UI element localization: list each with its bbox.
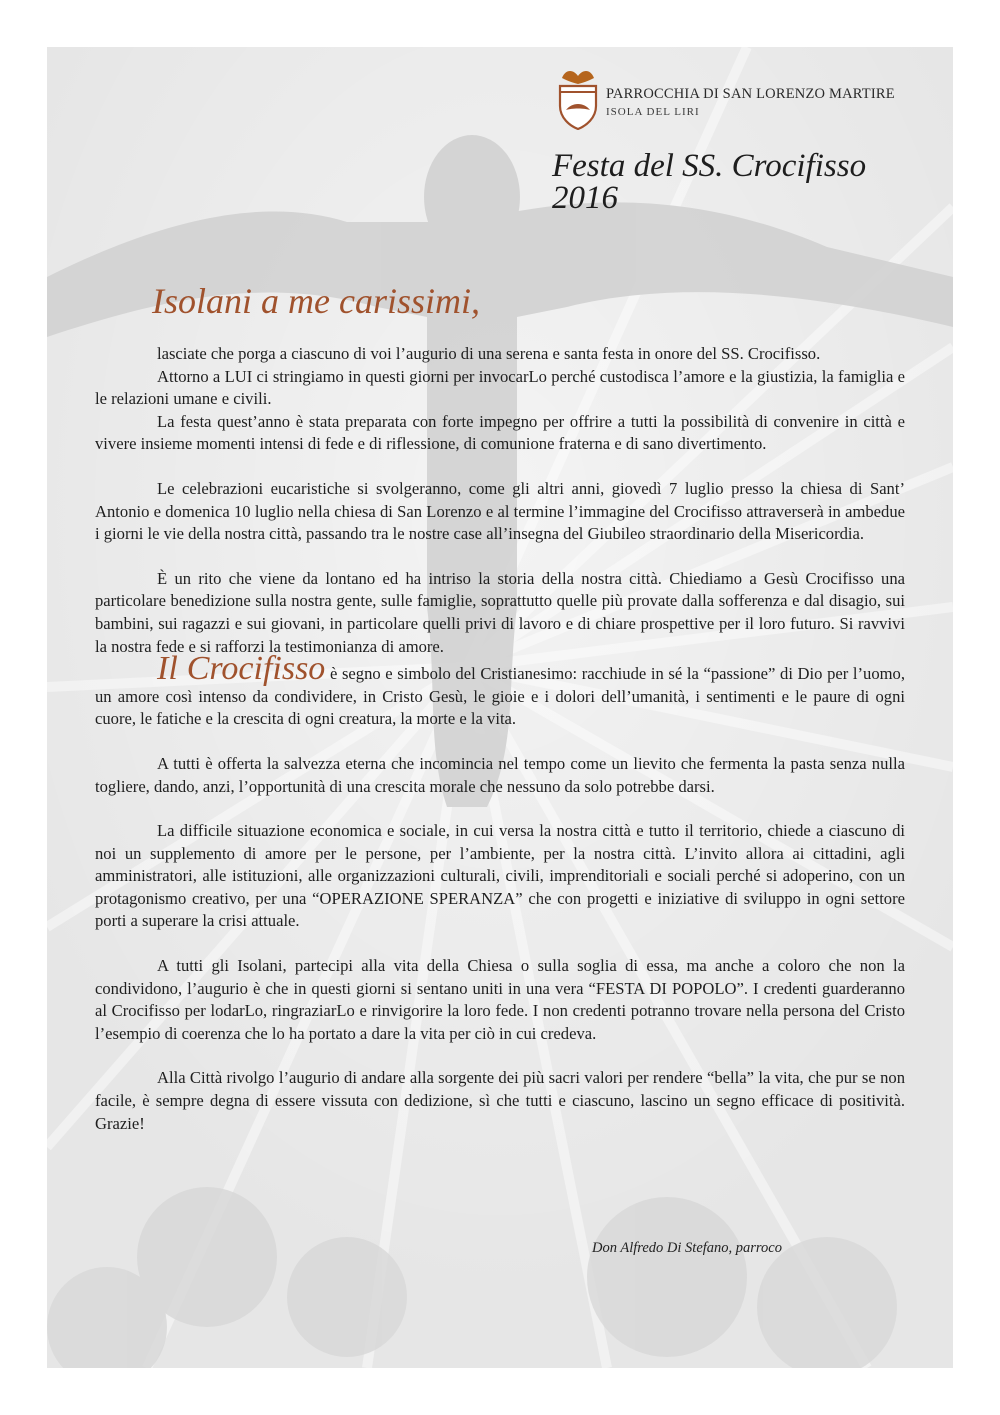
paragraph: La festa quest’anno è stata preparata con forte impegno per offrire a tutti la possibilità di convenire in città e vivere insieme momenti intensi di fede e di riflessione, di comunione fraterna e di sano divertimento. (95, 411, 905, 454)
paragraph: Attorno a LUI ci stringiamo in questi giorni per invocarLo perché custodisca l’amore e la giustizia, la famiglia e le relazioni umane e civili. (95, 366, 905, 409)
paragraph: Le celebrazioni eucaristiche si svolgeranno, come gli altri anni, giovedì 7 luglio presso la chiesa di Sant’ Antonio e domenica 10 luglio nella chiesa di San Lorenzo e al termine l’immagine del Crocifisso attraverserà in ambedue i giorni le vie della nostra città, passando tra le nostre case all’insegna del Giubileo straordinario della Misericordia. (95, 478, 905, 544)
paragraph: È un rito che viene da lontano ed ha intriso la storia della nostra città. Chiediamo a Gesù Crocifisso una particolare benedizione sulla nostra gente, sulle famiglie, soprattutto quelle più provate dalla sofferenza e dal disagio, sui bambini, sui ragazzi e sui giovani, in particolare quelli privi di lavoro e di chiare prospettive per il loro futuro. Si ravvivi la nostra fede e si rafforzi la testimonianza di amore. (95, 568, 905, 656)
letter-body (95, 343, 905, 1135)
event-title (552, 150, 866, 214)
parish-crest-icon (556, 66, 600, 130)
paragraph: La difficile situazione economica e sociale, in cui versa la nostra città e tutto il territorio, chiede a ciascuno di noi un supplemento di amore per le persone, per l’ambiente, per la nostra città. L’invito allora ai cittadini, agli amministratori, alle istituzioni, alle organizzazioni culturali, civili, imprenditoriali e sociali perché si adoperino, con un protagonismo creativo, per una “OPERAZIONE SPERANZA” che con progetti e iniziative di sviluppo in ogni settore porti a superare la crisi attuale. (95, 821, 905, 931)
paragraph: lasciate che porga a ciascuno di voi l’augurio di una serena e santa festa in onore del SS. Crocifisso. (157, 344, 821, 363)
salutation: Isolani a me carissimi, (152, 281, 480, 321)
paragraph: A tutti gli Isolani, partecipi alla vita della Chiesa o sulla soglia di essa, ma anche a coloro che non la condividono, l’augurio è che in questi giorni si sentano uniti in una vera “FESTA DI POPOLO”. I credenti guarderanno al Crocifisso per lodarLo, ringraziarLo e rinvigorire la loro fede. I non credenti potranno trovare nella persona del Cristo l’esempio di coerenza che lo ha portato a dare la vita per ciò in cui credeva. (95, 956, 905, 1043)
crocifisso-lead-word: Il Crocifisso (157, 650, 326, 688)
parish-header (556, 66, 956, 136)
parish-name: PARROCCHIA DI SAN LORENZO MARTIRE (606, 86, 895, 102)
event-year: 2016 (552, 180, 618, 216)
paragraph-crocifisso (95, 650, 905, 731)
parish-town: ISOLA DEL LIRI (606, 106, 700, 118)
signature: Don Alfredo Di Stefano, parroco (592, 1240, 782, 1256)
paragraph: Alla Città rivolgo l’augurio di andare alla sorgente dei più sacri valori per rendere “bella” la vita, che pur se non facile, è sempre degna di essere vissuta con dedizione, sì che tutti e ciascuno, lascino un segno efficace di positività. Grazie! (95, 1068, 905, 1133)
event-title-line: Festa del SS. Crocifisso (552, 148, 867, 184)
paragraph-text: è segno e simbolo del Cristianesimo: racchiude in sé la “passione” di Dio per l’uomo, un amore così intenso da condividere, in Cristo Gesù, le gioie e i dolori dell’umanità, i sentimenti e le paure di ogni cuore, le fatiche e la crescita di ogni creatura, la morte e la vita. (95, 664, 905, 729)
paragraph: A tutti è offerta la salvezza eterna che incomincia nel tempo come un lievito che fermenta la pasta senza nulla togliere, dando, anzi, l’opportunità di una crescita morale che nessuno da solo potrebbe darsi. (95, 753, 905, 796)
